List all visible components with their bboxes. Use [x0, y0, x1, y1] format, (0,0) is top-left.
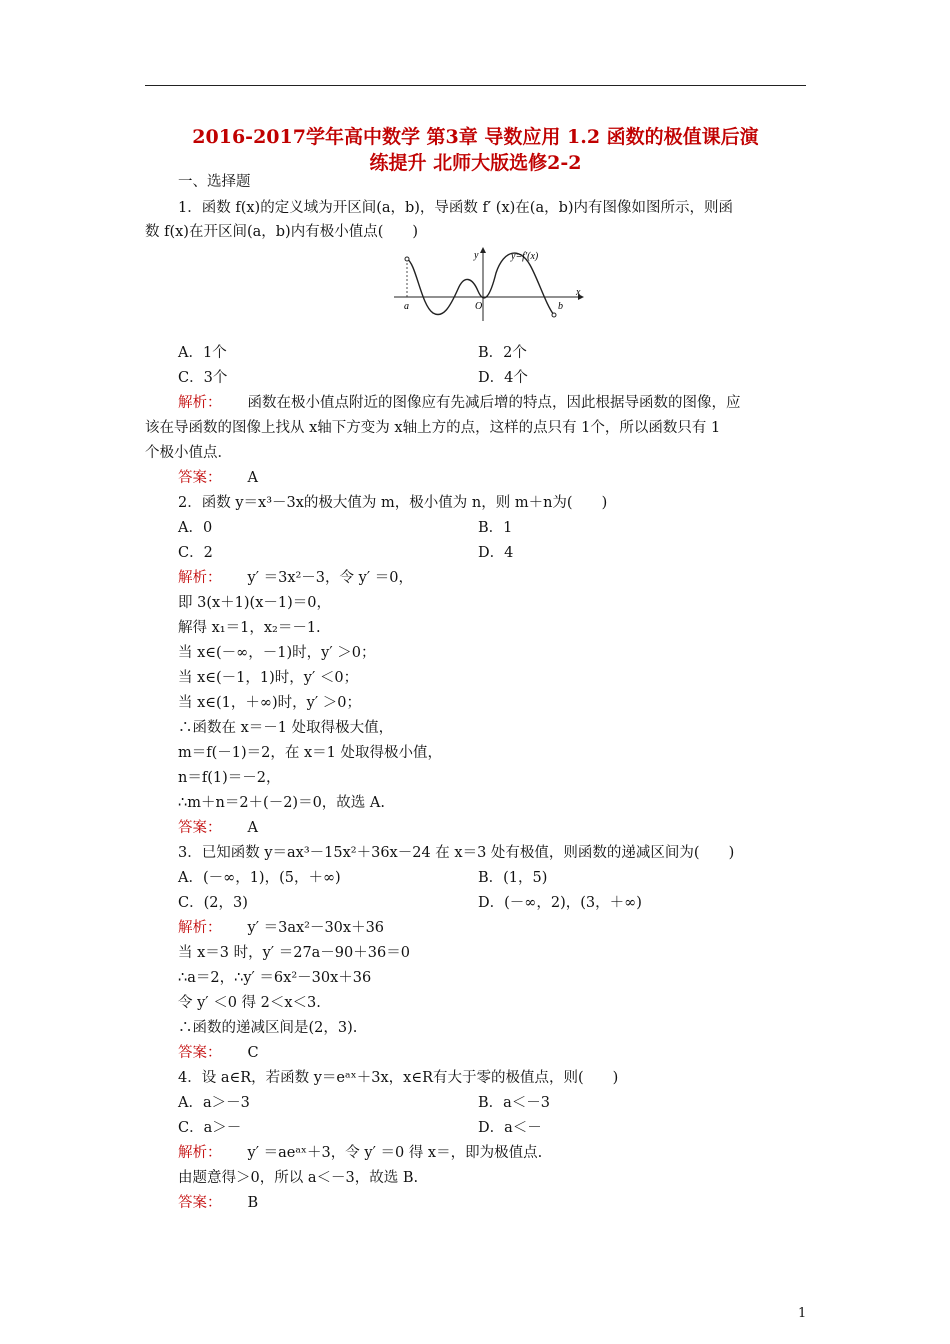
q3-option-c: C．(2，3)	[178, 895, 248, 911]
q1-answer-value: A	[247, 470, 258, 486]
q2-solution-text-0: y′ ＝3x²－3，令 y′ ＝0，	[247, 570, 413, 586]
header-rule	[145, 85, 806, 86]
q4-answer-value: B	[247, 1195, 259, 1211]
q2-line-8: n＝f(1)＝－2，	[178, 770, 281, 786]
q4-option-a: A．a＞－3	[178, 1095, 250, 1111]
q3-option-d: D．(－∞，2)，(3，＋∞)	[478, 895, 642, 911]
q3-solution-0	[178, 918, 384, 938]
q3-solution-text-0: y′ ＝3ax²－30x＋36	[247, 920, 385, 936]
q2-option-c: C．2	[178, 545, 213, 561]
q2-line-2: 解得 x₁＝1，x₂＝－1.	[178, 620, 321, 636]
q2-line-1: 即 3(x＋1)(x－1)＝0，	[178, 595, 331, 611]
q1-solution-text-1: 函数在极小值点附近的图像应有先减后增的特点，因此根据导函数的图像，应	[247, 395, 741, 411]
q1-option-b: B．2个	[478, 345, 527, 361]
x-axis-label: x	[576, 287, 581, 298]
q3-line-3: 令 y′ ＜0 得 2＜x＜3.	[178, 995, 321, 1011]
q4-answer-label: 答案：	[178, 1195, 222, 1211]
point-b-label: b	[558, 301, 563, 312]
q4-option-b: B．a＜－3	[478, 1095, 551, 1111]
point-a-label: a	[404, 301, 409, 312]
q3-text: 3．已知函数 y＝ax³－15x²＋36x－24 在 x＝3 处有极值，则函数的递减区间为( )	[178, 845, 735, 861]
q2-solution-0	[178, 568, 413, 588]
q1-option-a: A．1个	[178, 345, 227, 361]
q4-solution-label: 解析：	[178, 1145, 222, 1161]
q3-answer	[178, 1043, 259, 1063]
q1-text-2: 数 f(x)在开区间(a，b)内有极小值点( )	[145, 224, 419, 240]
page-number: 1	[798, 1306, 807, 1321]
q3-line-4: ∴函数的递减区间是(2，3).	[178, 1020, 358, 1036]
q4-text: 4．设 a∈R，若函数 y＝eᵃˣ＋3x，x∈R有大于零的极值点，则( )	[178, 1070, 619, 1086]
q4-option-d: D．a＜－	[478, 1120, 542, 1136]
curve-label: y=f′(x)	[511, 251, 539, 262]
q3-answer-value: C	[247, 1045, 259, 1061]
q2-line-6: ∴函数在 x＝－1 处取得极大值，	[178, 720, 394, 736]
q1-solution-1	[178, 393, 741, 413]
q1-option-d: D．4个	[478, 370, 528, 386]
q2-text: 2．函数 y＝x³－3x的极大值为 m，极小值为 n，则 m＋n为( )	[178, 495, 608, 511]
q1-answer	[178, 468, 258, 488]
q1-option-c: C．3个	[178, 370, 228, 386]
q4-line-1: 由题意得＞0，所以 a＜－3，故选 B.	[178, 1170, 419, 1186]
q3-option-a: A．(－∞，1)，(5，＋∞)	[178, 870, 341, 886]
doc-title-line-1: 2016-2017学年高中数学 第3章 导数应用 1.2 函数的极值课后演	[192, 126, 759, 148]
q3-answer-label: 答案：	[178, 1045, 222, 1061]
q4-solution-text-0: y′ ＝aeᵃˣ＋3，令 y′ ＝0 得 x＝，即为极值点.	[247, 1145, 543, 1161]
q1-solution-2: 该在导函数的图像上找从 x轴下方变为 x轴上方的点，这样的点只有 1个，所以函数只有 1	[145, 420, 721, 436]
q1-solution-label: 解析：	[178, 395, 222, 411]
q3-option-b: B．(1，5)	[478, 870, 548, 886]
doc-title-line-2: 练提升 北师大版选修2-2	[369, 152, 582, 174]
q1-solution-3: 个极小值点．	[145, 445, 232, 461]
q2-option-a: A．0	[178, 520, 213, 536]
right-endpoint	[552, 313, 556, 317]
q2-option-b: B．1	[478, 520, 513, 536]
q1-text-1: 1．函数 f(x)的定义域为开区间(a，b)，导函数 f′ (x)在(a，b)内有图像如图所示，则函	[178, 200, 734, 216]
section-heading: 一、选择题	[178, 174, 251, 190]
y-axis-arrow	[480, 247, 486, 253]
q4-option-c: C．a＞－	[178, 1120, 242, 1136]
q2-solution-label: 解析：	[178, 570, 222, 586]
q2-option-d: D．4	[478, 545, 514, 561]
q2-answer-value: A	[247, 820, 258, 836]
q2-answer	[178, 818, 258, 838]
q2-answer-label: 答案：	[178, 820, 222, 836]
q4-answer	[178, 1193, 258, 1213]
q3-line-1: 当 x＝3 时，y′ ＝27a－90＋36＝0	[178, 945, 410, 961]
derivative-graph-figure	[388, 245, 588, 325]
q1-answer-label: 答案：	[178, 470, 222, 486]
q2-line-3: 当 x∈(－∞，－1)时，y′ ＞0；	[178, 645, 376, 661]
q3-line-2: ∴a＝2，∴y′ ＝6x²－30x＋36	[178, 970, 372, 986]
q2-line-4: 当 x∈(－1，1)时，y′ ＜0；	[178, 670, 359, 686]
origin-label: O	[475, 301, 483, 312]
q2-line-7: m＝f(－1)＝2，在 x＝1 处取得极小值，	[178, 745, 443, 761]
left-endpoint	[405, 257, 409, 261]
y-axis-label: y	[474, 250, 479, 261]
q2-line-9: ∴m＋n＝2＋(－2)＝0，故选 A.	[178, 795, 385, 811]
q4-solution-0	[178, 1143, 542, 1163]
q3-solution-label: 解析：	[178, 920, 222, 936]
q2-line-5: 当 x∈(1，＋∞)时，y′ ＞0；	[178, 695, 361, 711]
